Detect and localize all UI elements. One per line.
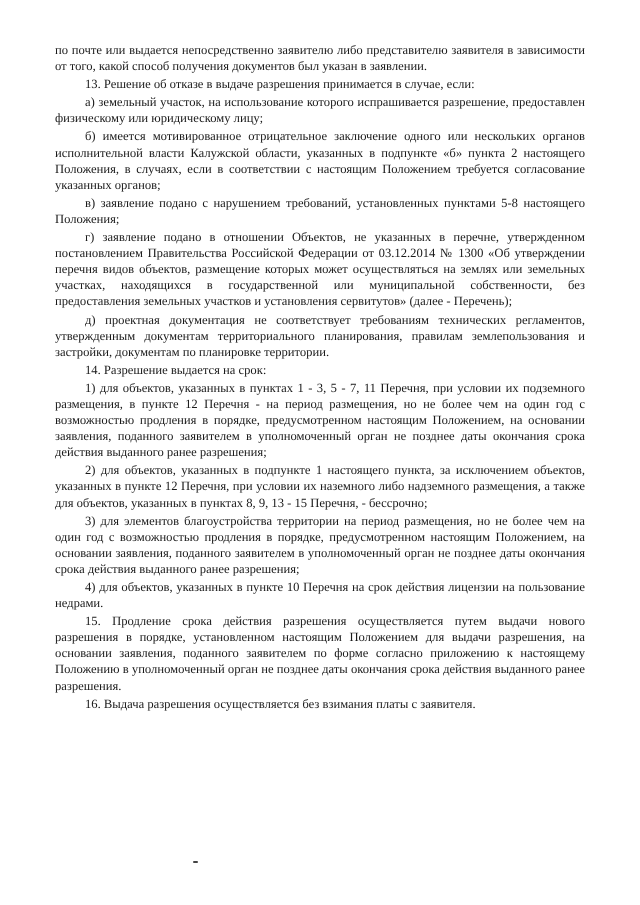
paragraph: г) заявление подано в отношении Объектов, не указанных в перечне, утвержденном постановлением Правительства Российской Федерации от 03.12.2014 № 1300 «Об утверждении перечня видов объектов, размещение которых может осуществляться на землях или земельных участках, находящихся в государственной или муниципальной собственности, без предоставления земельных участков и установления сервитутов» (далее - Перечень); (55, 230, 585, 309)
paragraph: 4) для объектов, указанных в пункте 10 Перечня на срок действия лицензии на пользование недрами. (55, 580, 585, 611)
paragraph: 13. Решение об отказе в выдаче разрешения принимается в случае, если: (85, 77, 475, 92)
paragraph: д) проектная документация не соответствует требованиям технических регламентов, утвержденным документам территориального планирования, правилам землепользования и застройки, документам по планировке территории. (55, 312, 585, 359)
scan-speck (193, 861, 198, 863)
paragraph: 14. Разрешение выдается на срок: (85, 362, 267, 377)
paragraph: 2) для объектов, указанных в подпункте 1 настоящего пункта, за исключением объектов, указанных в пункте 12 Перечня, при условии их наземного либо надземного размещения, а также для объектов, указанных в пунктах 8, 9, 13 - 15 Перечня, - бессрочно; (55, 463, 585, 510)
paragraph: в) заявление подано с нарушением требований, установленных пунктами 5-8 настоящего Положения; (55, 195, 585, 226)
paragraph: по почте или выдается непосредственно заявителю либо представителю заявителя в зависимости от того, какой способ получения документов был указан в заявлении. (55, 43, 585, 74)
paragraph: 3) для элементов благоустройства территории на период размещения, но не более чем на один год с возможностью продления в порядке, предусмотренном настоящим Положением, на основании заявления, поданного заявителем в уполномоченный орган не позднее даты окончания срока действия выданного ранее разрешения; (55, 513, 585, 576)
paragraph: 16. Выдача разрешения осуществляется без взимания платы с заявителя. (85, 696, 476, 711)
paragraph: 1) для объектов, указанных в пунктах 1 - 3, 5 - 7, 11 Перечня, при условии их подземного размещения, в пункте 12 Перечня - на период размещения, но не более чем на один год с возможностью продления в порядке, предусмотренном настоящим Положением, на основании заявления, поданного заявителем в уполномоченный орган не позднее даты окончания срока действия выданного ранее разрешения; (55, 380, 585, 460)
document-body (55, 42, 585, 714)
paragraph: б) имеется мотивированное отрицательное заключение одного или нескольких органов исполнительной власти Калужской области, указанных в подпункте «б» пункта 2 настоящего Положения, в случаях, если в соответствии с настоящим Положением требуется согласование указанных органов; (55, 129, 585, 192)
paragraph: 15. Продление срока действия разрешения осуществляется путем выдачи нового разрешения в порядке, установленном настоящим Положением для выдачи разрешения, на основании заявления, поданного заявителем по форме согласно приложению к настоящему Положению в уполномоченный орган не позднее даты окончания срока действия выданного ранее разрешения. (55, 614, 585, 693)
paragraph: а) земельный участок, на использование которого испрашивается разрешение, предоставлен физическому или юридическому лицу; (55, 95, 585, 126)
